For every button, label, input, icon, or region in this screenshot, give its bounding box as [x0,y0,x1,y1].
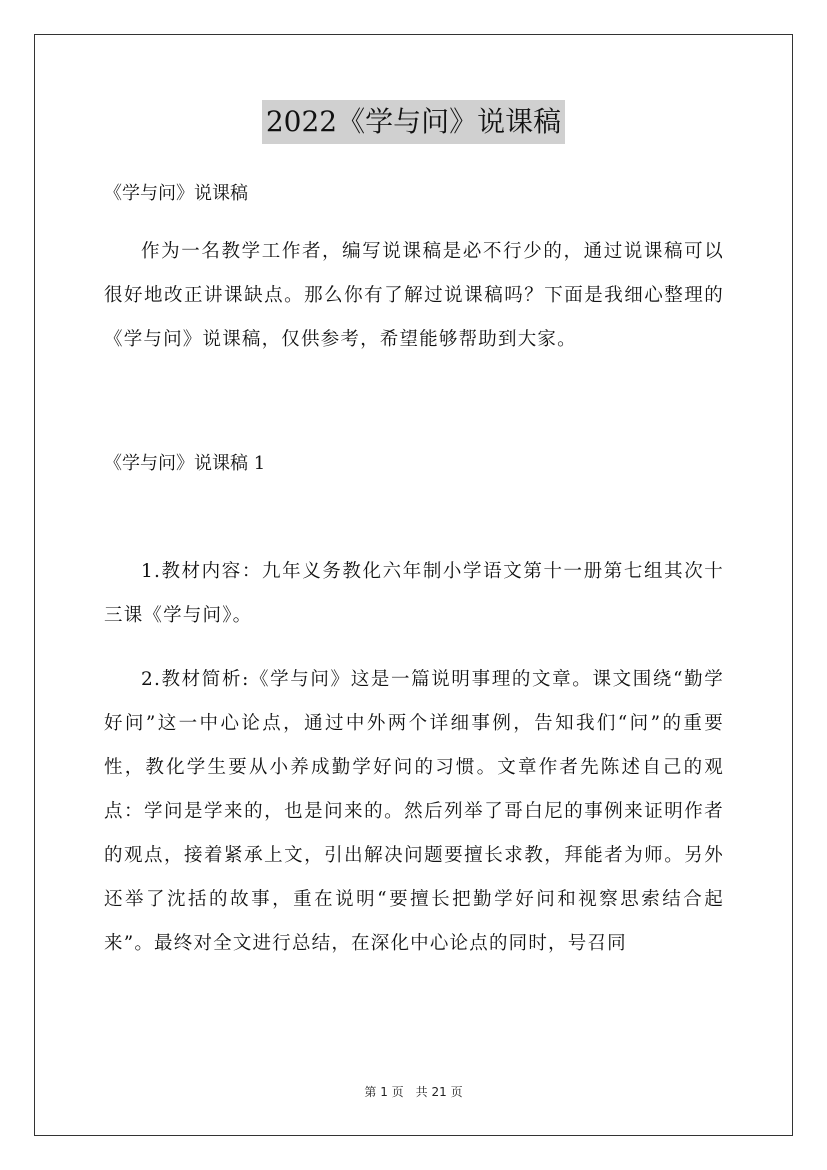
section-heading: 《学与问》说课稿 1 [104,453,266,474]
document-title: 2022《学与问》说课稿 [262,100,565,144]
intro-paragraph: 作为一名教学工作者，编写说课稿是必不行少的，通过说课稿可以很好地改正讲课缺点。那么你有了解过说课稿吗？下面是我细心整理的《学与问》说课稿，仅供参考，希望能够帮助到大家。 [104,241,724,350]
title-container [0,100,827,144]
paragraph-item-2: 2.教材简析:《学与问》这是一篇说明事理的文章。课文围绕“勤学好问”这一中心论点，通过中外两个详细事例，告知我们“问”的重要性，教化学生要从小养成勤学好问的习惯。文章作者先陈述自己的观点：学问是学来的，也是问来的。然后列举了哥白尼的事例来证明作者的观点，接着紧承上文，引出解决问题要擅长求教，拜能者为师。另外还举了沈括的故事，重在说明“要擅长把勤学好问和视察思索结合起来”。最终对全文进行总结，在深化中心论点的同时，号召同 [104,669,724,954]
document-subtitle: 《学与问》说课稿 [104,183,248,204]
page-footer: 第 1 页 共 21 页 [364,1085,463,1099]
paragraph-item-1: 1.教材内容：九年义务教化六年制小学语文第十一册第七组其次十三课《学与问》。 [104,561,724,626]
